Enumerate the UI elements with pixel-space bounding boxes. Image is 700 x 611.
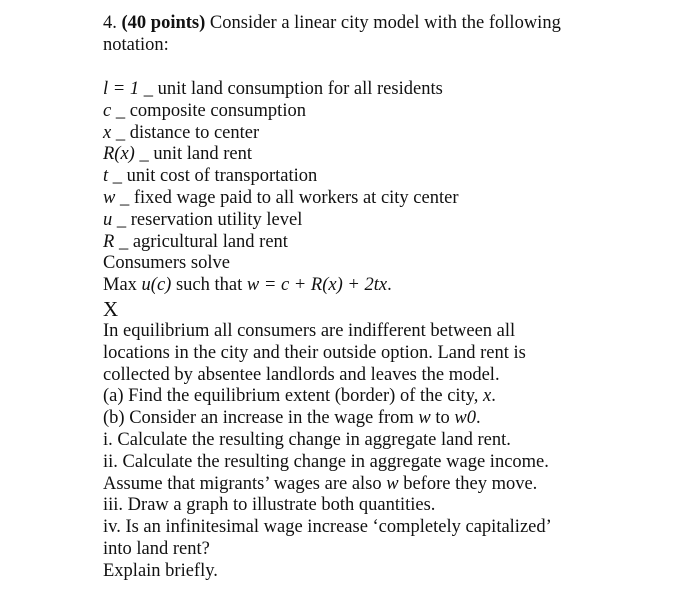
notation-row xyxy=(103,210,663,232)
notation-sep: _ xyxy=(108,166,127,187)
notation-row xyxy=(103,123,663,145)
notation-desc: reservation utility level xyxy=(130,209,303,230)
max-problem xyxy=(103,275,663,297)
notation-symbol: R(x) xyxy=(103,144,135,165)
problem-intro-line1: Consider a linear city model with the following xyxy=(205,13,561,33)
notation-symbol: w xyxy=(103,187,116,208)
utility-function: u(c) xyxy=(141,275,172,296)
spacer xyxy=(103,56,663,79)
sub-question-i: i. Calculate the resulting change in aggregate land rent. xyxy=(103,429,511,450)
notation-desc: unit land consumption for all residents xyxy=(157,79,443,99)
budget-constraint: w = c + R(x) + 2tx xyxy=(246,275,388,296)
notation-desc: fixed wage paid to all workers at city center xyxy=(133,187,459,208)
notation-sep: _ xyxy=(112,209,131,230)
body-line: collected by absentee landlords and leaves the model. xyxy=(103,364,500,385)
problem-document xyxy=(103,12,663,583)
max-mid: such that xyxy=(171,275,247,296)
notation-sep: _ xyxy=(139,79,158,99)
notation-symbol: l = 1 xyxy=(103,79,140,99)
sub-question-iii: iii. Draw a graph to illustrate both quantities. xyxy=(103,495,436,516)
assume-var: w xyxy=(386,473,399,494)
notation-row xyxy=(103,232,663,254)
notation-sep: _ xyxy=(134,144,154,165)
notation-desc: composite consumption xyxy=(129,100,306,121)
problem-number: 4. xyxy=(103,13,117,33)
problem-intro-line2: notation: xyxy=(103,35,169,55)
notation-sep: _ xyxy=(111,100,130,121)
notation-symbol: t xyxy=(103,166,109,187)
part-b-var1: w xyxy=(418,408,431,429)
notation-row xyxy=(103,188,663,210)
assumption xyxy=(103,474,663,496)
notation-desc: distance to center xyxy=(129,122,260,143)
part-a-var: x xyxy=(483,386,492,407)
explain-text: Explain briefly. xyxy=(103,560,218,581)
body-line: locations in the city and their outside option. Land rent is xyxy=(103,342,526,363)
sub-question-ii: ii. Calculate the resulting change in aggregate wage income. xyxy=(103,451,549,472)
notation-desc: unit cost of transportation xyxy=(126,166,318,187)
notation-row xyxy=(103,101,663,123)
notation-symbol: x xyxy=(103,122,112,143)
notation-symbol: c xyxy=(103,100,112,121)
consumers-solve-text: Consumers solve xyxy=(103,253,230,274)
notation-desc: unit land rent xyxy=(153,144,252,165)
notation-row xyxy=(103,166,663,188)
big-x-symbol: X xyxy=(103,296,119,321)
notation-sep: _ xyxy=(115,187,134,208)
part-b-end: . xyxy=(476,408,481,429)
problem-header xyxy=(103,12,663,56)
part-b-to: to xyxy=(430,408,455,429)
sub-question-iv-line1: iv. Is an infinitesimal wage increase ‘completely capitalized’ xyxy=(103,517,552,538)
part-a-text: (a) Find the equilibrium extent (border) of the city, xyxy=(103,386,483,407)
max-end: . xyxy=(387,275,392,296)
part-a-end: . xyxy=(491,386,496,407)
assume-text: Assume that migrants’ wages are also xyxy=(103,473,387,494)
max-prefix: Max xyxy=(103,275,142,296)
notation-desc: agricultural land rent xyxy=(132,231,288,252)
sub-question-iv-line2: into land rent? xyxy=(103,538,210,559)
notation-row xyxy=(103,79,663,101)
assume-end: before they move. xyxy=(398,473,538,494)
notation-row xyxy=(103,144,663,166)
part-b xyxy=(103,408,663,430)
body-line: In equilibrium all consumers are indifferent between all xyxy=(103,320,516,341)
notation-sep: _ xyxy=(114,231,133,252)
part-b-text: (b) Consider an increase in the wage from xyxy=(103,408,419,429)
notation-symbol: u xyxy=(103,209,113,230)
notation-sep: _ xyxy=(111,122,130,143)
problem-points: (40 points) xyxy=(121,13,206,33)
part-a xyxy=(103,386,663,408)
notation-symbol: R xyxy=(103,231,115,252)
part-b-var2: w0 xyxy=(454,408,476,429)
